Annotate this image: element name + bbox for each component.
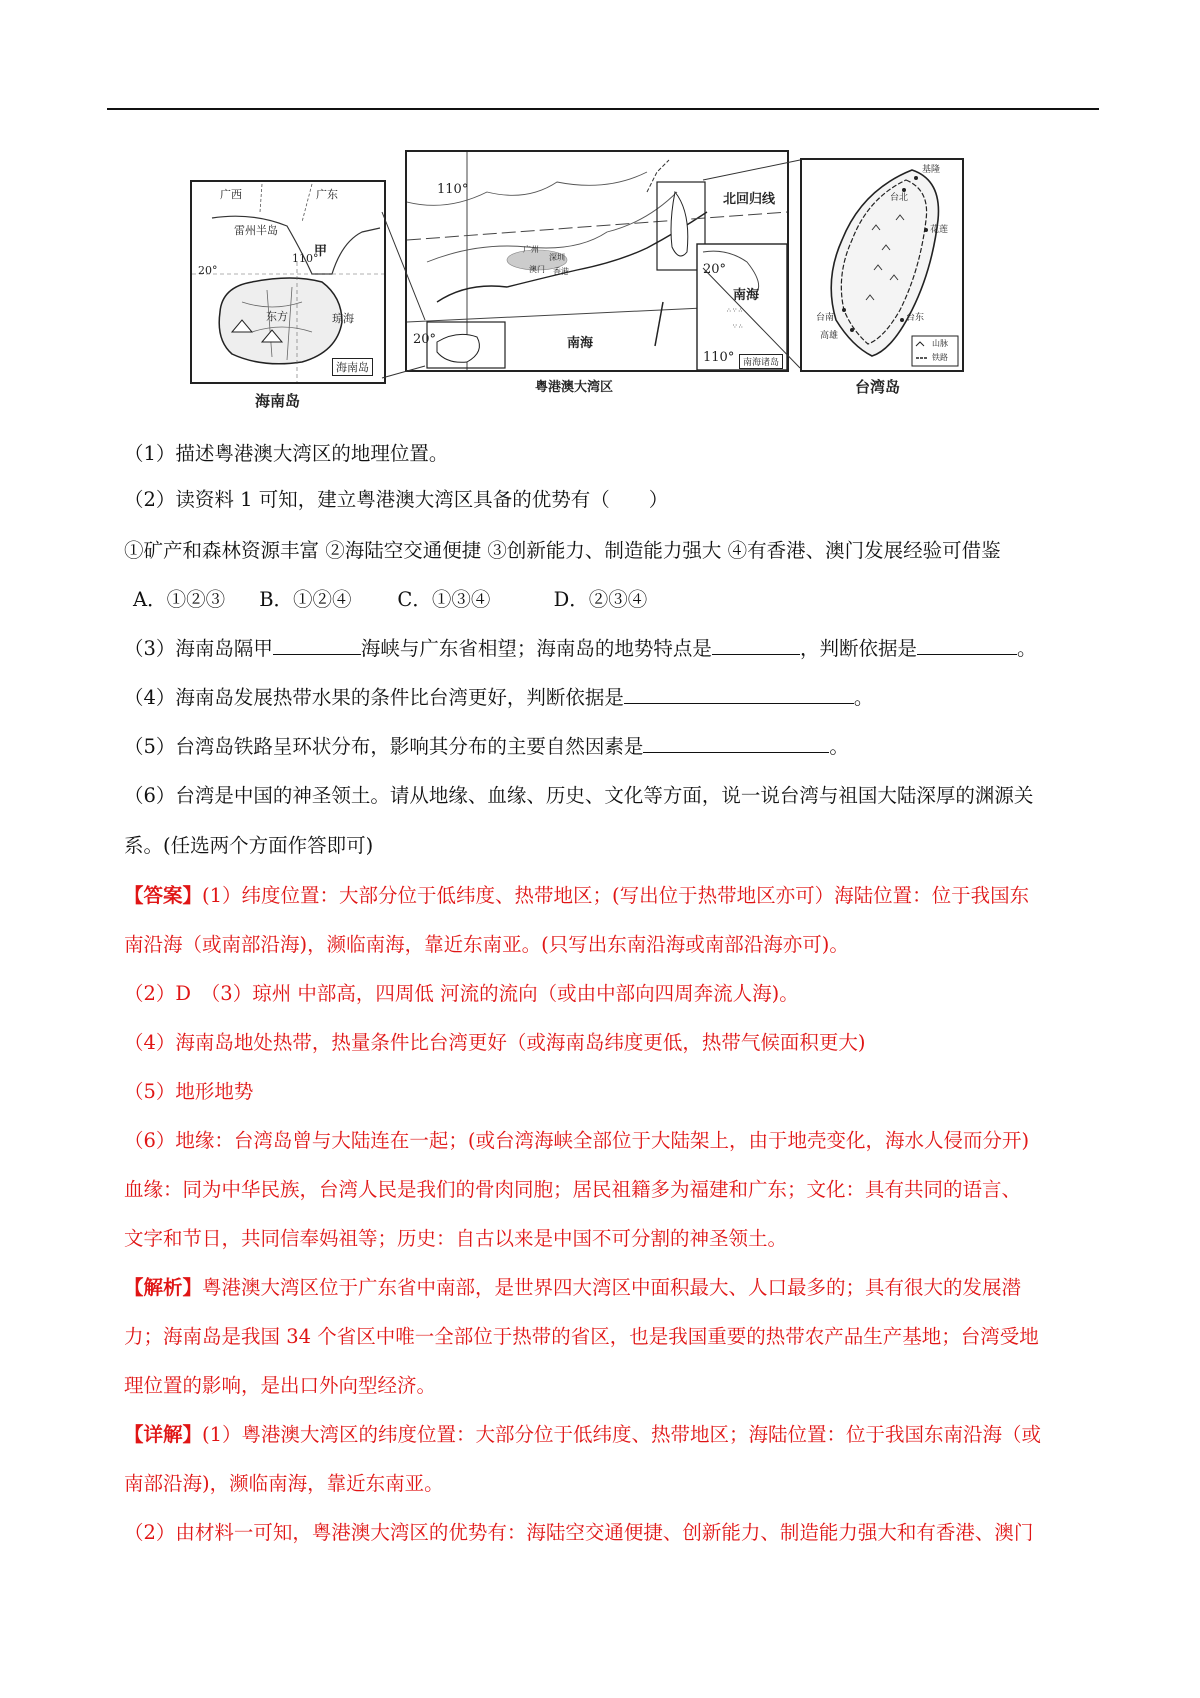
answer-tag: 【答案】 [124,884,203,907]
question-2: （2）读资料 1 可知，建立粤港澳大湾区具备的优势有（ ） [124,488,669,511]
gba-label-hongkong: 香港 [553,267,569,276]
taiwan-label-tainan: 台南 [816,313,835,323]
question-3-part-a: （3）海南岛隔甲 [124,637,273,660]
hainan-label-dongfang: 东方 [266,310,288,323]
analysis-line-2: 力；海南岛是我国 34 个省区中唯一全部位于热带的省区，也是我国重要的热带农产品生产基地；台湾受地 [124,1325,1039,1348]
question-3 [124,633,1036,661]
option-d: D．②③④ [553,588,648,611]
detail-line-3: （2）由材料一可知，粤港澳大湾区的优势有：海陆空交通便捷、创新能力、制造能力强大和有香港、澳门 [124,1521,1034,1544]
taiwan-label-taitung: 台东 [906,313,925,323]
detail-line-1 [124,1419,1041,1447]
answer-line-3: （2）D （3）琼州 中部高，四周低 河流的流向（或由中部向四周奔流人海)。 [124,982,799,1005]
question-2-options [133,584,647,612]
question-5 [124,731,849,759]
gba-label-guangzhou: 广州 [523,245,539,254]
answer-line-1 [124,880,1029,908]
taiwan-legend-rail: 铁路 [932,353,948,362]
question-4-end: 。 [853,686,874,709]
taiwan-label-keelung: 基隆 [922,165,941,175]
svg-text:∴ ∵ ∴: ∴ ∵ ∴ [727,307,743,314]
detail-line-2: 南部沿海)，濒临南海，靠近东南亚。 [124,1472,444,1495]
answer-blank[interactable] [917,640,1017,655]
question-5-end: 。 [829,735,849,758]
question-3-part-c: ，判断依据是 [799,637,917,660]
answer-line-2: 南沿海（或南部沿海)，濒临南海，靠近东南亚。(只写出东南沿海或南部沿海亦可)。 [124,933,849,956]
analysis-line-3: 理位置的影响，是出口外向型经济。 [124,1374,437,1397]
hainan-label-jia: 甲 [314,244,328,259]
option-b: B．①②④ [259,588,352,611]
gba-inset-lon: 110° [703,350,735,365]
detail-tag: 【详解】 [124,1423,203,1446]
analysis-line-1 [124,1272,1021,1300]
detail-text: (1）粤港澳大湾区的纬度位置：大部分位于低纬度、热带地区；海陆位置：位于我国东南沿海（或 [202,1423,1042,1446]
svg-text:∵ ∴: ∵ ∴ [733,323,743,330]
hainan-label-guangxi: 广西 [220,188,242,201]
option-c: C．①③④ [397,588,491,611]
gba-label-macao: 澳门 [529,265,545,274]
taiwan-legend-mountain: 山脉 [932,339,948,348]
answer-blank[interactable] [273,640,361,655]
answer-line-4: （4）海南岛地处热带，热量条件比台湾更好（或海南岛纬度更低，热带气候面积更大) [124,1031,866,1054]
gba-sea-label: 南海 [567,336,594,351]
taiwan-label-hualien: 花莲 [930,225,949,235]
gba-label-shenzhen: 深圳 [549,253,565,262]
question-3-end: 。 [1016,637,1037,660]
question-4-text: （4）海南岛发展热带水果的条件比台湾更好，判断依据是 [124,686,624,709]
question-1: （1）描述粤港澳大湾区的地理位置。 [124,442,449,465]
question-6-line-1: （6）台湾是中国的神圣领土。请从地缘、血缘、历史、文化等方面，说一说台湾与祖国大陆深厚的渊源关 [124,784,1034,807]
hainan-map-title: 海南岛 [255,392,301,410]
map-figure [190,150,1030,420]
question-3-part-b: 海峡与广东省相望；海南岛的地势特点是 [360,637,712,660]
hainan-label-leizhou: 雷州半岛 [234,224,278,237]
header-rule [107,108,1099,110]
answer-blank[interactable] [643,738,829,753]
gba-inset-legend: 南海诸岛 [739,354,783,369]
taiwan-label-kaohsiung: 高雄 [820,331,839,341]
answer-blank[interactable] [624,689,854,704]
question-4 [124,682,873,710]
hainan-label-guangdong: 广东 [316,188,338,201]
answer-line-5: （5）地形地势 [124,1080,254,1103]
gba-inset-lat: 20° [703,262,727,277]
analysis-tag: 【解析】 [124,1276,203,1299]
hainan-lat-label: 20° [198,264,218,277]
hainan-lon-label: 110° [292,252,319,265]
gba-inset-sea-label: 南海 [733,288,760,303]
taiwan-map-title: 台湾岛 [855,378,901,396]
taiwan-label-taipei: 台北 [890,193,909,203]
hainan-legend: 海南岛 [332,358,373,376]
analysis-text: 粤港澳大湾区位于广东省中南部，是世界四大湾区中面积最大、人口最多的；具有很大的发展潜 [202,1276,1022,1299]
taiwan-map-panel [800,158,964,372]
gba-lon-top: 110° [437,182,469,197]
answer-line-8: 文字和节日，共同信奉妈祖等；历史：自古以来是中国不可分割的神圣领土。 [124,1227,788,1250]
answer-line-6: （6）地缘：台湾岛曾与大陆连在一起；(或台湾海峡全部位于大陆架上，由于地壳变化，海水人侵而分开) [124,1129,1030,1152]
question-5-text: （5）台湾岛铁路呈环状分布，影响其分布的主要自然因素是 [124,735,644,758]
question-2-statements: ①矿产和森林资源丰富 ②海陆空交通便捷 ③创新能力、制造能力强大 ④有香港、澳门发展经验可借鉴 [124,539,1001,562]
option-a: A．①②③ [133,588,226,611]
answer-line-7: 血缘：同为中华民族，台湾人民是我们的骨肉同胞；居民祖籍多为福建和广东；文化：具有共同的语言、 [124,1178,1022,1201]
answer-blank[interactable] [712,640,800,655]
gba-map-title: 粤港澳大湾区 [535,380,614,395]
answer-text: (1）纬度位置：大部分位于低纬度、热带地区；(写出位于热带地区亦可）海陆位置：位于我国东 [202,884,1030,907]
hainan-label-qionghai: 琼海 [332,312,354,325]
gba-lat-bottom: 20° [413,332,437,347]
question-6-line-2: 系。(任选两个方面作答即可) [124,834,374,857]
gba-tropic-label: 北回归线 [723,192,776,207]
